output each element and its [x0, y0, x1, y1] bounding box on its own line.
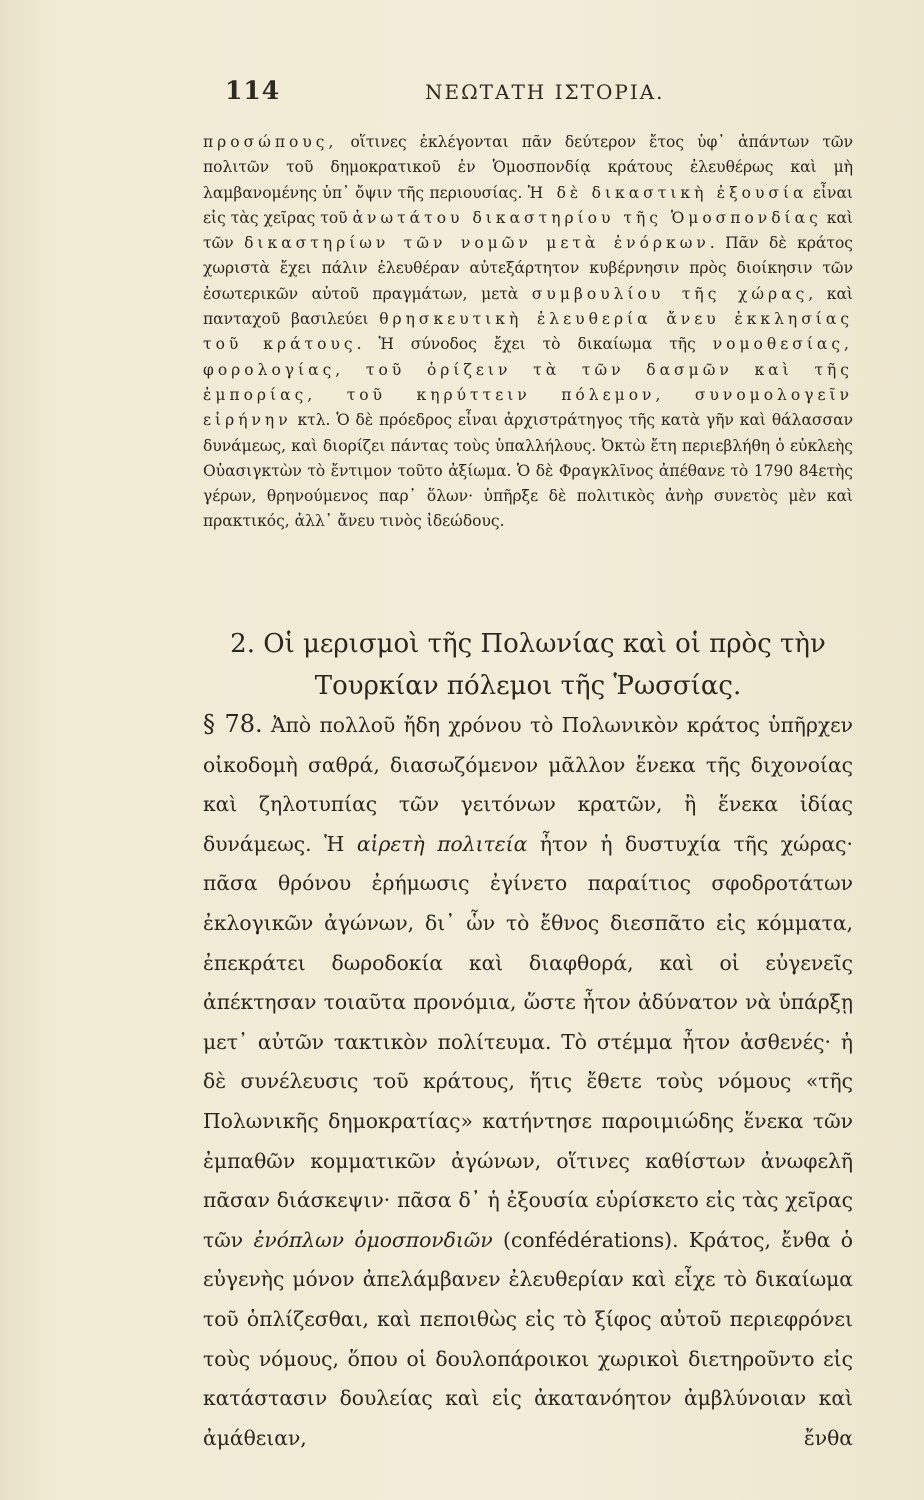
spaced-emphasis: δικαστηρίων τῶν νομῶν μετὰ ἐνόρκων: [244, 234, 710, 253]
small-print-paragraph: [203, 130, 853, 535]
text-run: (confédérations). Κράτος, ἔνθα ὁ εὐγενὴς μόνον ἀπελάμβανεν ἐλευθερίαν καὶ εἶχε τὸ δικαίωμα τοῦ ὁπλίζεσθαι, καὶ πεποιθὼς εἰς τὸ ξίφος αὐτοῦ περιεφρόνει τοὺς νόμους, ὅπου οἱ δουλοπάροικοι χωρικοὶ διετηροῦντο εἰς κατάστασιν δουλείας καὶ εἰς ἀκατανόητον ἀμβλύνοιαν καὶ ἀμάθειαν, ἔνθα: [203, 1227, 854, 1450]
text-run: καὶ τῶν: [203, 208, 853, 253]
text-run: κτλ. Ὁ δὲ πρόεδρος εἶναι ἀρχιστράτηγος τῆς κατὰ γῆν καὶ θάλασσαν δυνάμεως, καὶ διορίζει πάντας τοὺς ὑπαλλήλους. Ὀκτὼ ἔτη περιεβλήθη ὁ εὐκλεὴς Οὐασιγκτὼν τὸ ἔντιμον τοῦτο ἀξίωμα. Ὁ δὲ Φραγκλῖνος ἀπέθανε τὸ 1790 84ετὴς γέρων, θρηνούμενος παρ᾽ ὅλων· ὑπῆρξε δὲ πολιτικὸς ἀνὴρ συνετὸς μὲν καὶ πρακτικός, ἀλλ᾽ ἄνευ τινὸς ἰδεώδους.: [203, 411, 853, 531]
italic-emphasis: αἱρετὴ πολιτεία: [356, 831, 528, 856]
italic-emphasis: ἐνόπλων ὁμοσπονδιῶν: [253, 1227, 493, 1252]
section-heading: [203, 623, 853, 707]
spaced-emphasis: ἀνωτάτου δικαστηρίου τῆς Ὁμοσπονδίας: [352, 208, 822, 227]
text-run: οἵτινες ἐκλέγονται πᾶν δεύτερον ἔτος ὑφ᾽ ἁπάντων τῶν πολιτῶν τοῦ δημοκρατικοῦ ἐν Ὁμοσπονδίᾳ κράτους ἐλευθέρως καὶ μὴ λαμβανομένης ὑπ᾽ ὄψιν τῆς περιουσίας.: [203, 133, 853, 202]
text-run: , καὶ πανταχοῦ βασιλεύει: [203, 284, 853, 329]
paragraph-mark: § 78.: [203, 710, 263, 738]
text-run: Ἀπὸ πολλοῦ ἤδη χρόνου τὸ Πολωνικὸν κράτος ὑπῆρχεν οἰκοδομὴ σαθρά, διασωζόμενον μᾶλλον ἕνεκα τῆς διχονοίας καὶ ζηλοτυπίας τῶν γειτόνων κρατῶν, ἢ ἕνεκα ἰδίας δυνάμεως. Ἡ: [203, 713, 853, 856]
section-heading-line-1: 2. Οἱ μερισμοὶ τῆς Πολωνίας καὶ οἱ πρὸς τὴν: [230, 629, 826, 659]
page-header: [225, 76, 665, 116]
spaced-emphasis: θρησκευτικὴ ἐλευθερία ἄνευ ἐκκλησίας τοῦ κράτους: [203, 310, 853, 354]
spaced-emphasis: συμβουλίου τῆς χώρας: [531, 284, 809, 303]
spaced-emphasis: νομοθεσίας, φορολογίας, τοῦ ὁρίζειν τὰ τῶν δασμῶν καὶ τῆς ἐμπορίας, τοῦ κηρύττειν πόλεμον, συνομολογεῖν εἰρήνην: [203, 335, 853, 430]
spaced-emphasis: προσώπους,: [203, 133, 338, 151]
text-run: . Ἡ σύνοδος ἔχει τὸ δικαίωμα τῆς: [356, 335, 713, 354]
running-head: ΝΕΩΤΑΤΗ ΙΣΤΟΡΙΑ.: [425, 80, 665, 104]
section-heading-line-2: Τουρκίαν πόλεμοι τῆς Ῥωσσίας.: [314, 671, 742, 701]
text-run: ἦτον ἡ δυστυχία τῆς χώρας· πᾶσα θρόνου ἐρήμωσις ἐγίνετο παραίτιος σφοδροτάτων ἐκλογικῶν ἀγώνων, δι᾽ ὧν τὸ ἔθνος διεσπᾶτο εἰς κόμματα, ἐπεκράτει δωροδοκία καὶ διαφθορά, καὶ οἱ εὐγενεῖς ἀπέκτησαν τοιαῦτα προνόμια, ὥστε ἦτον ἀδύνατον νὰ ὑπάρξῃ μετ᾽ αὐτῶν τακτικὸν πολίτευμα. Τὸ στέμμα ἦτον ἀσθενές· ἡ δὲ συνέλευσις τοῦ κράτους, ἥτις ἔθετε τοὺς νόμους «τῆς Πολωνικῆς δημοκρατίας» κατήντησε παροιμιώδης ἕνεκα τῶν ἐμπαθῶν κομματικῶν ἀγώνων, οἵτινες καθίστων ἀνωφελῆ πᾶσαν διάσκεψιν· πᾶσα δ᾽ ἡ ἐξουσία εὑρίσκετο εἰς τὰς χεῖρας τῶν: [203, 831, 853, 1252]
spaced-emphasis: Ἡ δὲ δικαστικὴ ἐξουσία: [527, 183, 808, 202]
text-run: εἶναι εἰς τὰς χεῖρας τοῦ: [203, 183, 853, 227]
main-paragraph: [203, 705, 853, 1458]
page-number: 114: [225, 76, 281, 105]
text-run: . Πᾶν δὲ κράτος χωριστὰ ἔχει πάλιν ἐλευθέραν αὐτεξάρτητον κυβέρνησιν πρὸς διοίκησιν τῶν ἐσωτερικῶν αὐτοῦ πραγμάτων, μετὰ: [203, 234, 853, 303]
